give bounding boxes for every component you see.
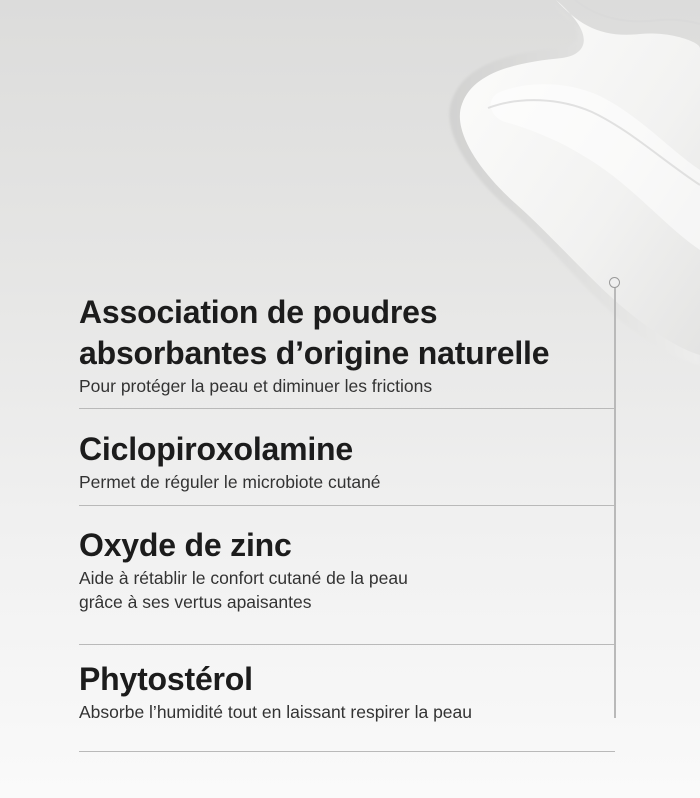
ingredient-title: Phytostérol [79,661,253,697]
ingredient-description: Permet de réguler le microbiote cutané [79,472,381,492]
timeline-dot-icon [609,277,620,288]
ingredient-title: Oxyde de zinc [79,527,292,563]
ingredient-item-ciclopiroxolamine [79,409,615,506]
ingredient-item-zinc-oxide [79,525,615,645]
ingredient-description: Pour protéger la peau et diminuer les frictions [79,376,433,396]
ingredient-item-phytosterol [79,659,615,752]
ingredient-title: Ciclopiroxolamine [79,431,353,467]
ingredient-description: Aide à rétablir le confort cutané de la peau grâce à ses vertus apaisantes [79,568,408,612]
ingredient-title: Association de poudres absorbantes d’origine naturelle [79,294,550,371]
ingredient-list [79,292,615,752]
ingredient-item-powders [79,292,615,409]
ingredient-description: Absorbe l’humidité tout en laissant respirer la peau [79,702,472,722]
